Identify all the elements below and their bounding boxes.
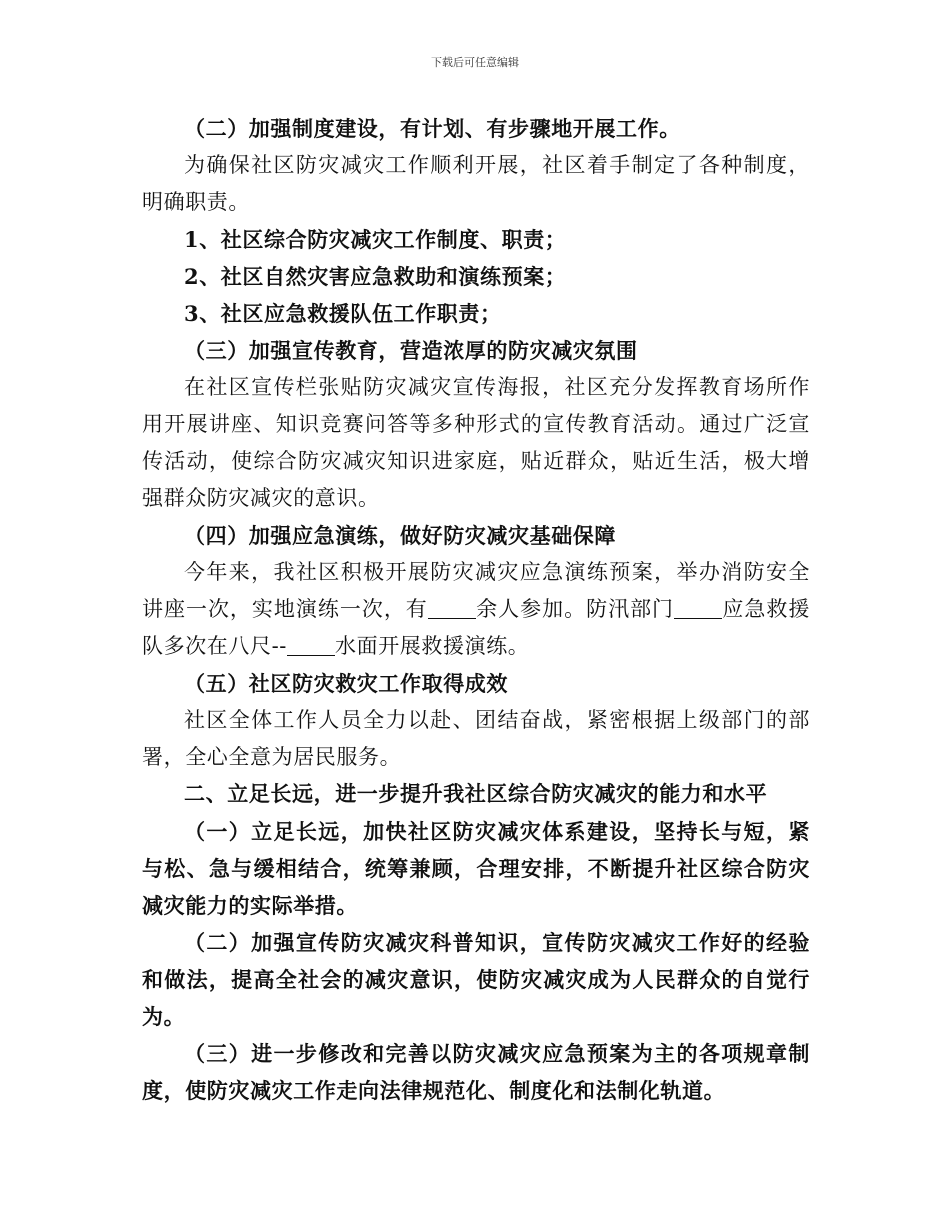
measure-paragraph-3: （三）进一步修改和完善以防灾减灾应急预案为主的各项规章制度，使防灾减灾工作走向法律规范化、制度化和法制化轨道。 <box>142 1041 810 1103</box>
fill-in-blank <box>287 634 335 656</box>
list-item-1: 1、社区综合防灾减灾工作制度、职责； <box>184 227 567 252</box>
section-heading-2-1: （二）加强制度建设，有计划、有步骤地开展工作。 <box>184 116 681 141</box>
list-item-3: 3、社区应急救援队伍工作职责； <box>184 301 502 326</box>
body-paragraph: 在社区宣传栏张贴防灾减灾宣传海报，社区充分发挥教育场所作用开展讲座、知识竞赛问答等多种形式的宣传教育活动。通过广泛宣传活动，使综合防灾减灾知识进家庭，贴近群众，贴近生活，极大增强群众防灾减灾的意识。 <box>142 375 810 510</box>
fill-in-blank <box>428 597 476 619</box>
document-body <box>142 110 810 1109</box>
chapter-heading-2: 二、立足长远，进一步提升我社区综合防灾减灾的能力和水平 <box>184 782 768 806</box>
text-segment: 今年来，我社区积极开展防灾减灾应急演练预案，举办消防安全讲座一次，实地演练一次，有 <box>142 560 810 621</box>
text-segment: 应急救援队多次在八尺-- <box>142 597 810 658</box>
measure-paragraph-2: （二）加强宣传防灾减灾科普知识，宣传防灾减灾工作好的经验和做法，提高全社会的减灾意识，使防灾减灾成为人民群众的自觉行为。 <box>142 930 810 1029</box>
header-note: 下载后可任意编辑 <box>431 56 519 69</box>
text-segment: 水面开展救援演练。 <box>335 634 530 658</box>
body-paragraph: 为确保社区防灾减灾工作顺利开展，社区着手制定了各种制度，明确职责。 <box>142 153 810 214</box>
section-heading-4: （四）加强应急演练，做好防灾减灾基础保障 <box>184 523 616 548</box>
fill-in-blank <box>674 597 722 619</box>
body-paragraph-with-blanks <box>142 554 810 665</box>
measure-paragraph-1: （一）立足长远，加快社区防灾减灾体系建设，坚持长与短，紧与松、急与缓相结合，统筹兼顾，合理安排，不断提升社区综合防灾减灾能力的实际举措。 <box>142 819 810 918</box>
section-heading-3: （三）加强宣传教育，营造浓厚的防灾减灾氛围 <box>184 338 638 363</box>
body-paragraph: 社区全体工作人员全力以赴、团结奋战，紧密根据上级部门的部署，全心全意为居民服务。 <box>142 708 810 769</box>
list-item-2: 2、社区自然灾害应急救助和演练预案； <box>184 264 567 289</box>
text-segment: 余人参加。防汛部门 <box>475 597 675 621</box>
section-heading-5: （五）社区防灾救灾工作取得成效 <box>184 671 508 696</box>
